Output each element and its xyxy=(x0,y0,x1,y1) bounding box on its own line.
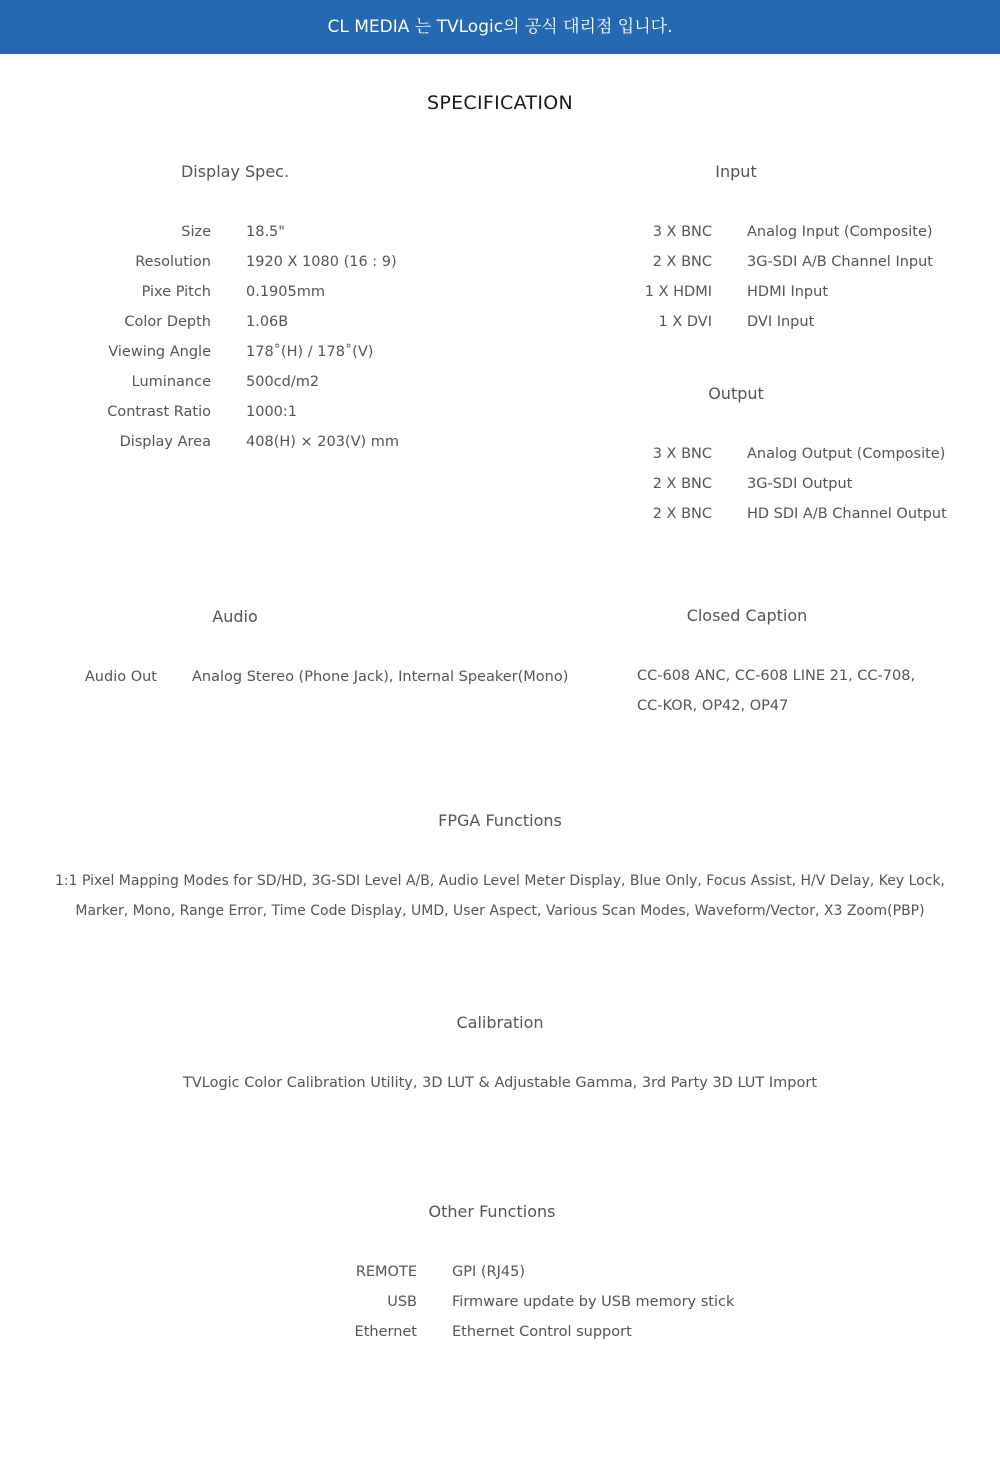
other-function-label: USB xyxy=(387,1294,417,1310)
spec-value: 1920 X 1080 (16 : 9) xyxy=(246,254,397,270)
spec-value: 178˚(H) / 178˚(V) xyxy=(246,344,374,360)
audio-row xyxy=(0,667,620,697)
spec-label: Luminance xyxy=(131,374,211,390)
other-functions-title: Other Functions xyxy=(428,1202,556,1221)
spec-value: 1.06B xyxy=(246,314,289,330)
spec-label: Viewing Angle xyxy=(108,344,211,360)
input-row xyxy=(500,312,1000,342)
fpga-function-list xyxy=(0,866,1000,926)
other-function-value: Ethernet Control support xyxy=(452,1324,632,1340)
other-function-row xyxy=(0,1262,1000,1292)
output-row xyxy=(500,474,1000,504)
spec-row xyxy=(0,222,500,252)
audio-value: Analog Stereo (Phone Jack), Internal Speaker(Mono) xyxy=(192,669,569,685)
spec-value: 0.1905mm xyxy=(246,284,325,300)
spec-value: 408(H) × 203(V) mm xyxy=(246,434,400,450)
closed-caption-line: CC-608 ANC, CC-608 LINE 21, CC-708, xyxy=(637,668,916,684)
spec-label: Contrast Ratio xyxy=(107,404,211,420)
spec-value: 18.5" xyxy=(246,224,285,240)
fpga-title: FPGA Functions xyxy=(438,811,562,830)
calibration-text: TVLogic Color Calibration Utility, 3D LUT & Adjustable Gamma, 3rd Party 3D LUT Import xyxy=(182,1075,818,1091)
display-spec-table xyxy=(0,222,500,462)
spec-label: Color Depth xyxy=(124,314,211,330)
dealer-banner: CL MEDIA 는 TVLogic의 공식 대리점 입니다. xyxy=(0,0,1000,54)
input-description: 3G-SDI A/B Channel Input xyxy=(747,254,933,270)
spec-value: 500cd/m2 xyxy=(246,374,320,390)
other-function-label: REMOTE xyxy=(355,1264,417,1280)
other-functions-table xyxy=(0,1262,1000,1352)
spec-value: 1000:1 xyxy=(246,404,298,420)
closed-caption-line: CC-KOR, OP42, OP47 xyxy=(637,698,789,714)
spec-row xyxy=(0,402,500,432)
input-description: HDMI Input xyxy=(747,284,829,300)
input-connector: 3 X BNC xyxy=(652,224,712,240)
input-table xyxy=(500,222,1000,342)
output-row xyxy=(500,504,1000,534)
input-description: Analog Input (Composite) xyxy=(747,224,933,240)
input-connector: 2 X BNC xyxy=(652,254,712,270)
spec-row xyxy=(0,252,500,282)
input-row xyxy=(500,282,1000,312)
audio-table xyxy=(0,667,620,697)
spec-row xyxy=(0,372,500,402)
fpga-line: Marker, Mono, Range Error, Time Code Display, UMD, User Aspect, Various Scan Modes, Waveform/Vector, X3 Zoom(PBP) xyxy=(75,903,925,919)
fpga-line: 1:1 Pixel Mapping Modes for SD/HD, 3G-SDI Level A/B, Audio Level Meter Display, Blue Only, Focus Assist, H/V Delay, Key Lock, xyxy=(54,873,946,889)
page-title: SPECIFICATION xyxy=(427,92,573,114)
output-connector: 2 X BNC xyxy=(652,506,712,522)
output-description: Analog Output (Composite) xyxy=(747,446,946,462)
other-function-value: GPI (RJ45) xyxy=(452,1264,525,1280)
output-description: HD SDI A/B Channel Output xyxy=(747,506,947,522)
audio-title: Audio xyxy=(212,607,258,626)
output-row xyxy=(500,444,1000,474)
spec-label: Resolution xyxy=(135,254,211,270)
spec-row xyxy=(0,342,500,372)
output-table xyxy=(500,444,1000,534)
calibration-title: Calibration xyxy=(456,1013,544,1032)
closed-caption-title: Closed Caption xyxy=(686,606,808,625)
other-function-row xyxy=(0,1292,1000,1322)
output-title: Output xyxy=(708,384,764,403)
spec-label: Pixe Pitch xyxy=(141,284,211,300)
other-function-value: Firmware update by USB memory stick xyxy=(452,1294,735,1310)
audio-label: Audio Out xyxy=(84,669,157,685)
display-spec-title: Display Spec. xyxy=(180,162,290,181)
input-row xyxy=(500,222,1000,252)
spec-label: Size xyxy=(181,224,211,240)
input-title: Input xyxy=(715,162,757,181)
output-connector: 2 X BNC xyxy=(652,476,712,492)
spec-label: Display Area xyxy=(119,434,211,450)
output-description: 3G-SDI Output xyxy=(747,476,853,492)
spec-row xyxy=(0,312,500,342)
other-function-label: Ethernet xyxy=(354,1324,417,1340)
closed-caption-list xyxy=(637,661,977,721)
other-function-row xyxy=(0,1322,1000,1352)
spec-row xyxy=(0,432,500,462)
output-connector: 3 X BNC xyxy=(652,446,712,462)
input-description: DVI Input xyxy=(747,314,815,330)
input-connector: 1 X DVI xyxy=(658,314,712,330)
input-row xyxy=(500,252,1000,282)
input-connector: 1 X HDMI xyxy=(644,284,712,300)
spec-row xyxy=(0,282,500,312)
